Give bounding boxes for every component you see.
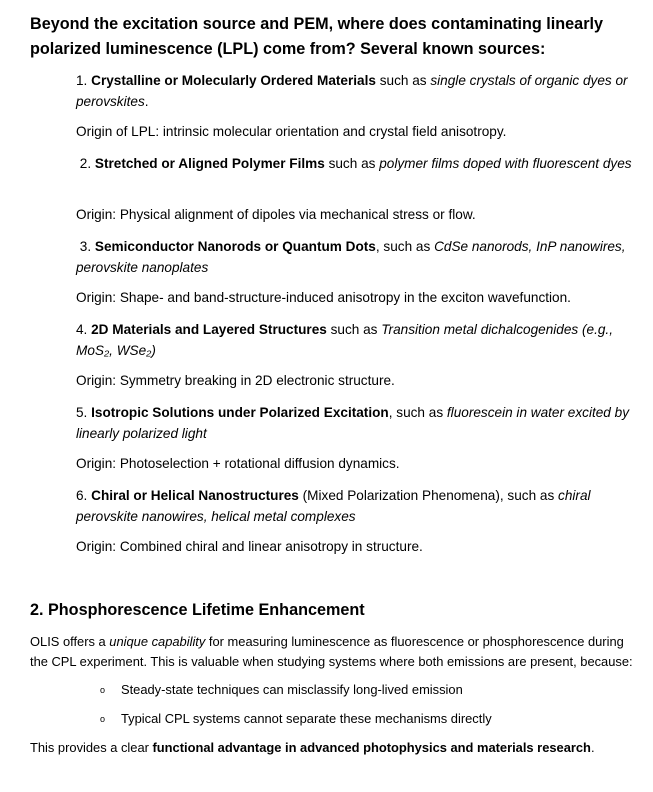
intro-heading: Beyond the excitation source and PEM, where does contaminating linearly polarized luminescence (LPL) come from? Several known sources:	[30, 15, 603, 58]
closing-emphasis: functional advantage in advanced photophysics and materials research	[152, 740, 591, 755]
source-origin-2: Origin: Physical alignment of dipoles via mechanical stress or flow.	[76, 207, 476, 222]
section-paragraph	[30, 632, 640, 672]
source-title: Chiral or Helical Nanostructures	[91, 488, 299, 503]
source-connector: (Mixed Polarization Phenomena), such as	[298, 488, 559, 503]
source-examples: fluorescein in water excited by linearly polarized light	[76, 405, 630, 441]
bullet-item	[100, 709, 620, 729]
bullet-item	[100, 680, 620, 700]
source-item-3	[76, 236, 641, 278]
source-connector: , such as	[375, 239, 435, 254]
para-text-start: OLIS offers a	[30, 634, 110, 649]
source-examples: Transition metal dichalcogenides (e.g., MoS₂, WSe₂)	[76, 322, 613, 358]
hollow-bullet-icon: o	[100, 685, 106, 695]
source-title: Crystalline or Molecularly Ordered Materials	[91, 73, 376, 88]
source-number: 1.	[76, 73, 88, 88]
source-examples: polymer films doped with fluorescent dyes	[379, 156, 632, 171]
source-number: 2.	[79, 156, 92, 171]
source-origin-3: Origin: Shape- and band-structure-induced anisotropy in the exciton wavefunction.	[76, 290, 571, 305]
source-examples: single crystals of organic dyes or perovskites	[76, 73, 628, 109]
source-number: 3.	[79, 239, 92, 254]
source-connector: such as	[326, 322, 382, 337]
source-title: Isotropic Solutions under Polarized Excitation	[91, 405, 389, 420]
hollow-bullet-icon: o	[100, 714, 106, 724]
source-item-5	[76, 402, 641, 444]
source-title: 2D Materials and Layered Structures	[91, 322, 327, 337]
source-connector: such as	[375, 73, 431, 88]
source-examples: chiral perovskite nanowires, helical metal complexes	[76, 488, 591, 524]
source-connector: such as	[324, 156, 380, 171]
source-tail: .	[144, 94, 149, 109]
source-item-4	[76, 319, 641, 361]
bullet-text: Steady-state techniques can misclassify long-lived emission	[121, 682, 463, 697]
source-title: Semiconductor Nanorods or Quantum Dots	[94, 239, 376, 254]
para-text-end: for measuring luminescence as fluorescence or phosphorescence during the CPL experiment. This is valuable when studying systems where both emissions are present, because:	[30, 634, 633, 669]
source-number: 4.	[76, 322, 88, 337]
source-item-1	[76, 70, 641, 112]
source-title: Stretched or Aligned Polymer Films	[94, 156, 325, 171]
source-number: 6.	[76, 488, 88, 503]
closing-text-start: This provides a clear	[30, 740, 153, 755]
source-item-6	[76, 485, 641, 527]
closing-text-end: .	[590, 740, 595, 755]
source-origin-6: Origin: Combined chiral and linear anisotropy in structure.	[76, 539, 423, 554]
bullet-text: Typical CPL systems cannot separate these mechanisms directly	[121, 711, 492, 726]
source-number: 5.	[76, 405, 88, 420]
source-origin-4: Origin: Symmetry breaking in 2D electronic structure.	[76, 373, 395, 388]
source-item-2	[76, 153, 641, 174]
closing-statement	[30, 738, 640, 758]
para-emphasis: unique capability	[109, 634, 206, 649]
source-origin-5: Origin: Photoselection + rotational diffusion dynamics.	[76, 456, 400, 471]
section-heading: 2. Phosphorescence Lifetime Enhancement	[30, 601, 365, 619]
source-examples: CdSe nanorods, InP nanowires, perovskite nanoplates	[76, 239, 626, 275]
source-connector: , such as	[388, 405, 447, 420]
source-origin-1: Origin of LPL: intrinsic molecular orientation and crystal field anisotropy.	[76, 124, 507, 139]
